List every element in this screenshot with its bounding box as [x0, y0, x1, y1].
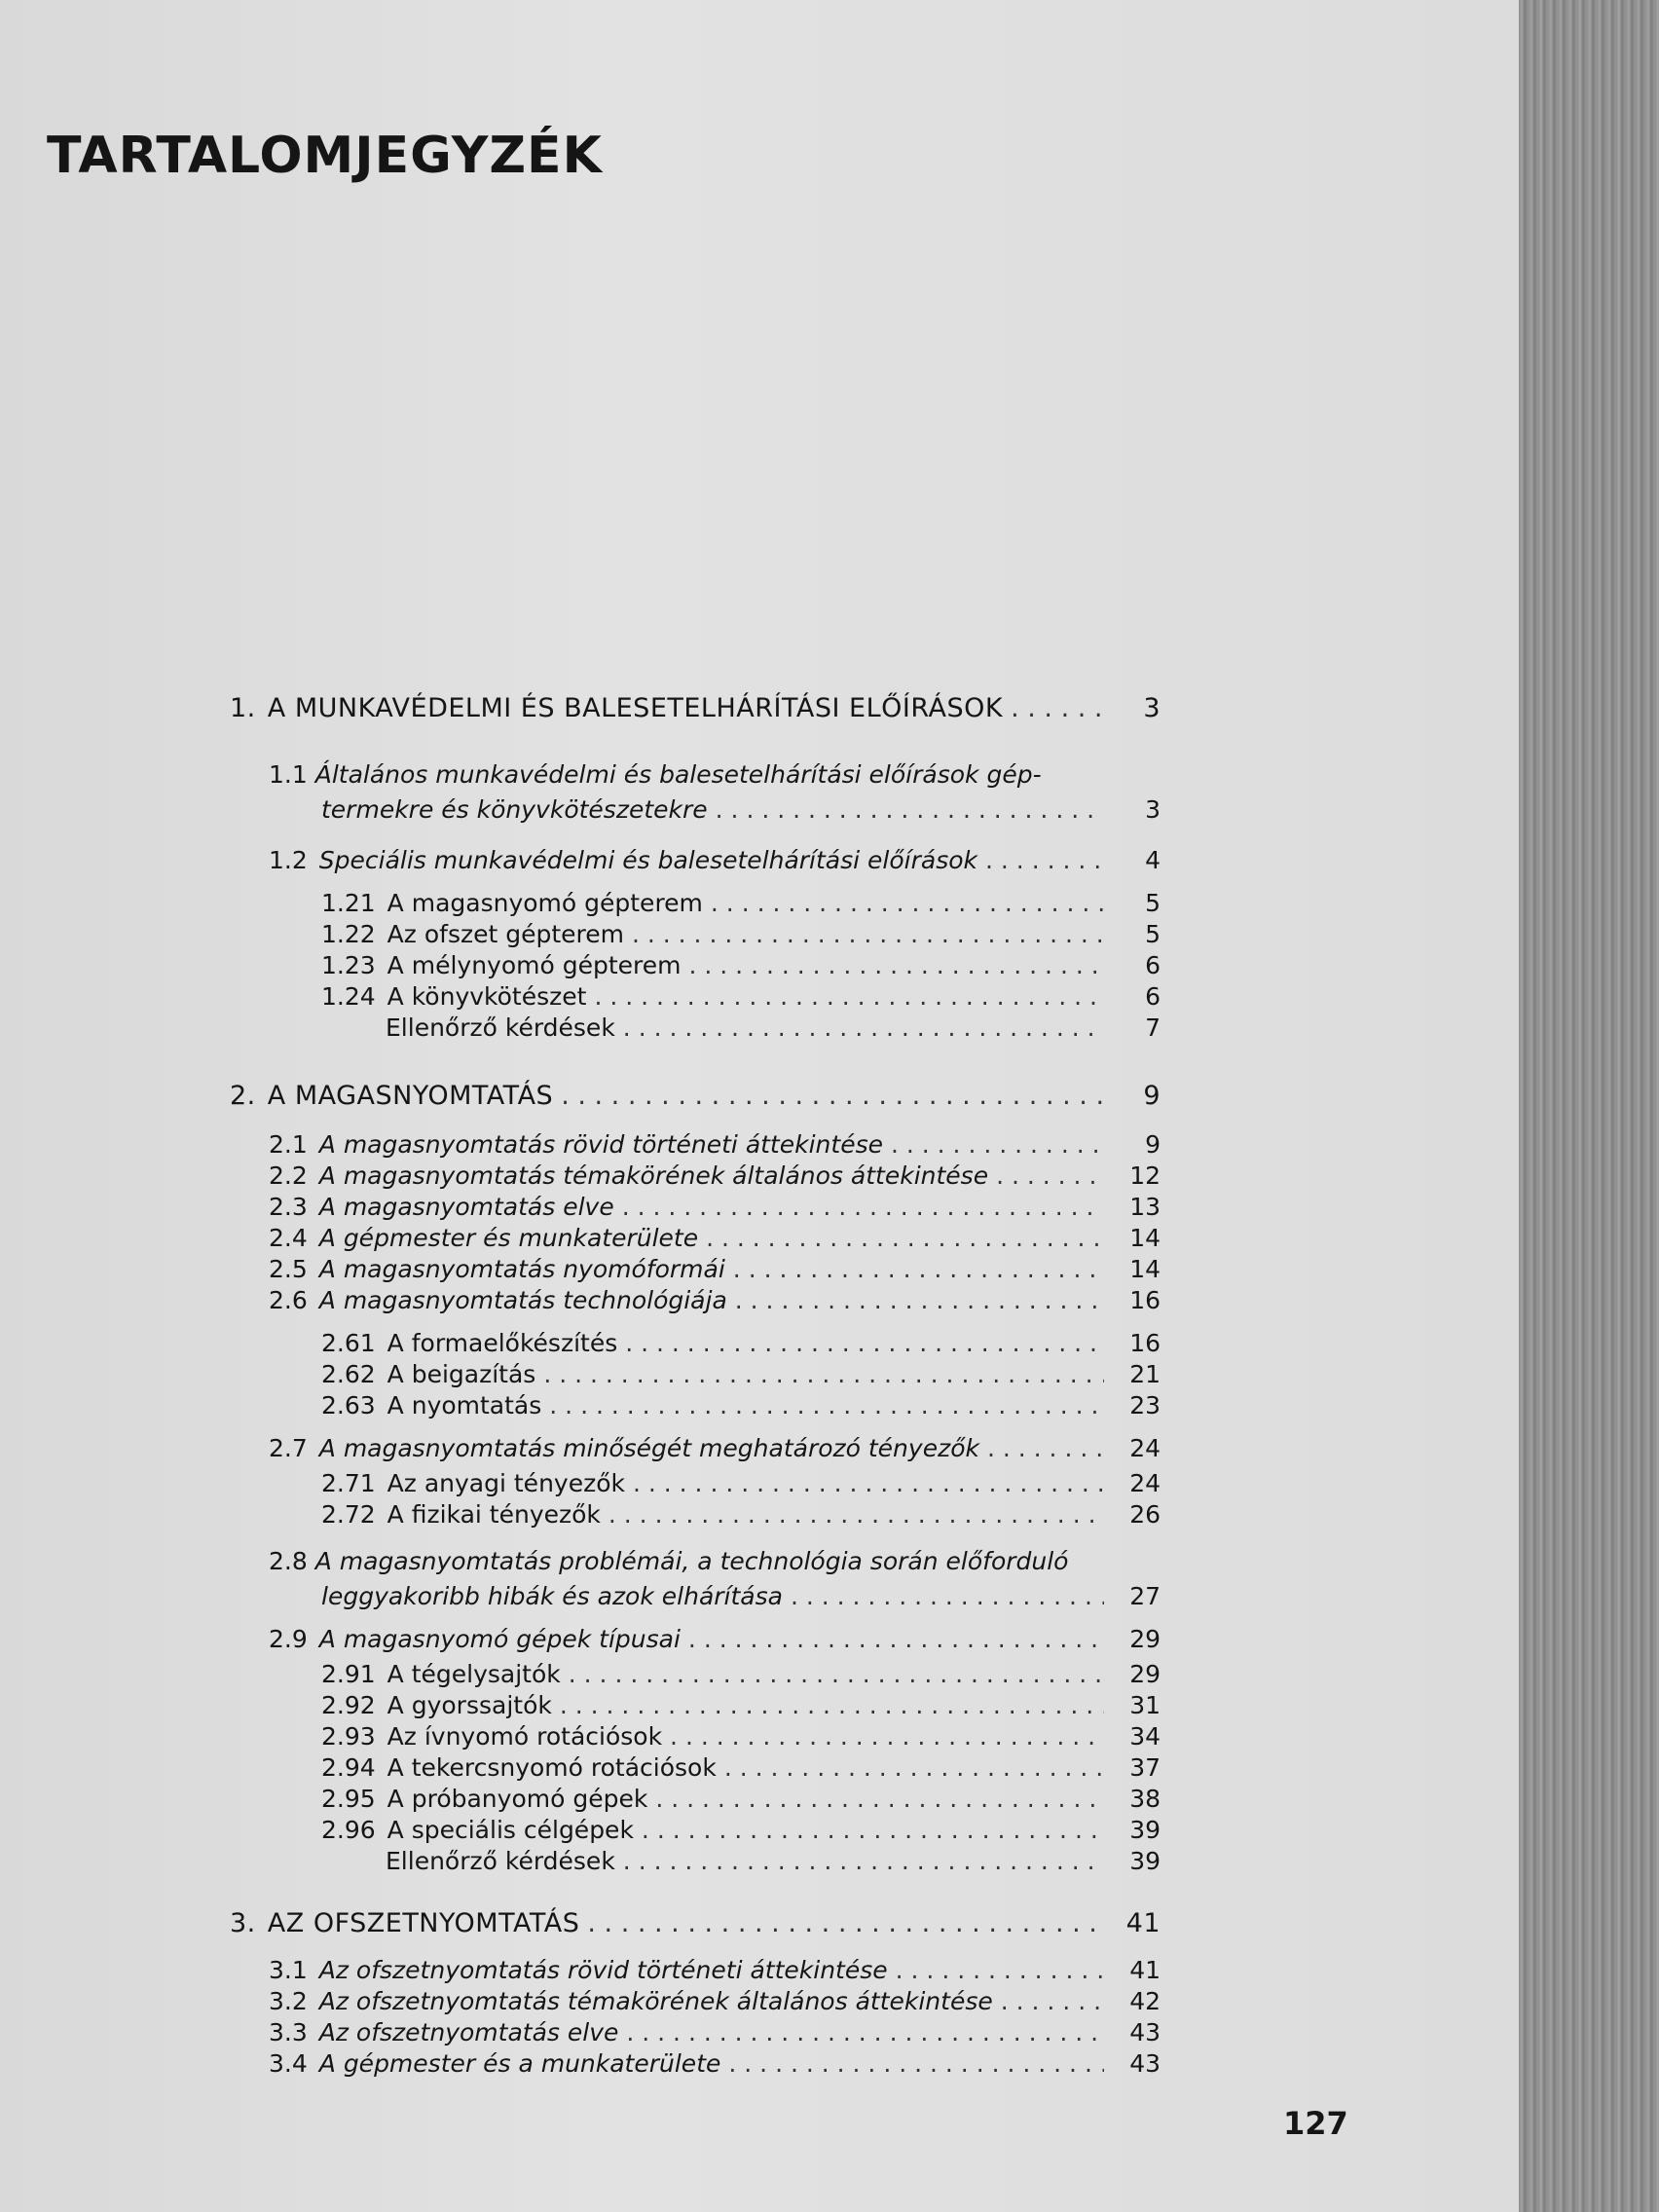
- toc-entry-text: A formaelőkészítés: [387, 1329, 618, 1357]
- leader-dots: [623, 1846, 1104, 1877]
- leader-dots: [561, 1081, 1104, 1112]
- toc-entry-page: 9: [1143, 1081, 1161, 1111]
- leader-dots: [623, 1013, 1104, 1044]
- toc-entry-text: Az ofszetnyomtatás elve: [318, 2018, 619, 2046]
- leader-dots: [724, 1752, 1104, 1784]
- toc-entry-text: A MUNKAVÉDELMI ÉS BALESETELHÁRÍTÁSI ELŐÍRÁSOK: [267, 693, 1004, 723]
- toc-entry-page: 6: [1145, 951, 1161, 979]
- toc-entry-page: 12: [1129, 1161, 1161, 1190]
- toc-entry-text: Az ofszet gépterem: [387, 920, 624, 948]
- toc-entry-number: 2.8: [269, 1547, 315, 1575]
- toc-entry-page: 6: [1145, 982, 1161, 1011]
- toc-entry-number: 3.1: [269, 1956, 308, 1984]
- page-title: TARTALOMJEGYZÉK: [47, 127, 603, 185]
- page-number: 127: [1283, 2105, 1348, 2142]
- toc-entry-number: 2.4: [269, 1224, 308, 1252]
- toc-entry-page: 43: [1129, 2018, 1161, 2046]
- toc-entry-number: 3.: [230, 1908, 256, 1938]
- toc-entry: [386, 1846, 1161, 1877]
- toc-entry-page: 26: [1129, 1500, 1161, 1529]
- toc-entry-number: 2.9: [269, 1625, 308, 1653]
- toc-entry-page: 41: [1125, 1908, 1161, 1938]
- toc-entry-number: 2.62: [321, 1360, 376, 1388]
- toc-entry-text: Az anyagi tényezők: [387, 1469, 625, 1497]
- toc-entry: [321, 888, 1161, 919]
- leader-dots: [996, 1161, 1104, 1192]
- leader-dots: [735, 1285, 1104, 1316]
- toc-entry-page: 3: [1145, 795, 1161, 824]
- toc-entry-number: 1.23: [321, 951, 376, 979]
- toc-entry-text: A speciális célgépek: [387, 1816, 634, 1844]
- toc-entry-number: 1.24: [321, 982, 376, 1011]
- toc-entry-page: 14: [1129, 1224, 1161, 1252]
- toc-entry-page: 43: [1129, 2049, 1161, 2078]
- toc-entry-text: Az ofszetnyomtatás rövid történeti áttekintése: [318, 1956, 888, 1984]
- toc-entry-text: A gépmester és munkaterülete: [318, 1224, 699, 1252]
- toc-entry-number: 2.71: [321, 1469, 376, 1497]
- toc-entry-text: A nyomtatás: [387, 1391, 542, 1419]
- toc-entry: [269, 1129, 1161, 1161]
- toc-entry: [321, 1659, 1161, 1690]
- toc-entry: [269, 2048, 1161, 2080]
- leader-dots: [985, 845, 1104, 876]
- page-edge-shadow: [1519, 0, 1659, 2212]
- toc-entry-page: 39: [1129, 1816, 1161, 1844]
- toc-entry-page: 5: [1145, 920, 1161, 948]
- toc-entry: [269, 845, 1161, 876]
- toc-entry-number: 2.92: [321, 1691, 376, 1719]
- leader-dots: [642, 1815, 1104, 1846]
- toc-entry: [321, 950, 1161, 981]
- toc-entry-text: A gépmester és a munkaterülete: [318, 2049, 721, 2078]
- toc-entry-number: 2.63: [321, 1391, 376, 1419]
- toc-entry: [269, 1285, 1161, 1316]
- toc-entry: [321, 981, 1161, 1013]
- toc-entry-page: 39: [1129, 1847, 1161, 1875]
- toc-entry: [269, 2017, 1161, 2048]
- toc-entry-text: A próbanyomó gépek: [387, 1785, 648, 1813]
- leader-dots: [688, 1624, 1104, 1655]
- toc-entry-page: 27: [1129, 1582, 1161, 1610]
- toc-entry: [230, 693, 1161, 724]
- toc-entry-number: 2.7: [269, 1434, 308, 1462]
- toc-entry-number: 2.5: [269, 1255, 308, 1283]
- toc-entry-text: A könyvkötészet: [387, 982, 587, 1011]
- toc-entry-number: 2.72: [321, 1500, 376, 1529]
- toc-entry-page: 29: [1129, 1660, 1161, 1688]
- leader-dots: [543, 1359, 1104, 1390]
- toc-entry-text: Az ívnyomó rotációsok: [387, 1722, 663, 1751]
- leader-dots: [689, 950, 1105, 981]
- toc-entry: [321, 1390, 1161, 1421]
- leader-dots: [608, 1499, 1104, 1530]
- leader-dots: [711, 888, 1104, 919]
- toc-entry-text: A magasnyomtatás elve: [318, 1193, 614, 1221]
- toc-entry: [321, 1721, 1161, 1752]
- toc-entry-page: 29: [1129, 1625, 1161, 1653]
- toc-entry-number: 1.21: [321, 889, 376, 917]
- toc-entry-number: 1.: [230, 693, 256, 723]
- toc-entry: [269, 1433, 1161, 1464]
- leader-dots: [728, 2048, 1104, 2080]
- toc-entry-number: 2.94: [321, 1753, 376, 1782]
- toc-entry-number: 2.61: [321, 1329, 376, 1357]
- toc-entry-page: 37: [1129, 1753, 1161, 1782]
- toc-entry: [321, 1815, 1161, 1846]
- toc-entry-page: 42: [1129, 1987, 1161, 2015]
- toc-entry-text: Ellenőrző kérdések: [386, 1847, 615, 1875]
- toc-entry: [321, 1581, 1161, 1612]
- leader-dots: [896, 1955, 1104, 1986]
- toc-entry-number: 2.96: [321, 1816, 376, 1844]
- toc-entry-text: A magasnyomtatás témakörének általános áttekintése: [318, 1161, 989, 1190]
- toc-entry-number: 3.2: [269, 1987, 308, 2015]
- toc-entry: [386, 1013, 1161, 1044]
- toc-entry-text: A gyorssajtók: [387, 1691, 552, 1719]
- toc-entry-page: 24: [1129, 1434, 1161, 1462]
- leader-dots: [987, 1433, 1104, 1464]
- toc-entry-text: A mélynyomó gépterem: [387, 951, 682, 979]
- leader-dots: [670, 1721, 1104, 1752]
- leader-dots: [587, 1908, 1104, 1939]
- toc-entry-number: 1.22: [321, 920, 376, 948]
- leader-dots: [626, 2017, 1104, 2048]
- toc-entry: [269, 1192, 1161, 1223]
- toc-entry-text: Az ofszetnyomtatás témakörének általános áttekintése: [318, 1987, 993, 2015]
- toc-entry-page: 23: [1129, 1391, 1161, 1419]
- toc-entry-page: 41: [1129, 1956, 1161, 1984]
- leader-dots: [791, 1581, 1104, 1612]
- toc-entry-text: A magasnyomó gépek típusai: [318, 1625, 681, 1653]
- toc-entry-page: 31: [1129, 1691, 1161, 1719]
- toc-entry: [321, 1468, 1161, 1499]
- toc-entry: [321, 1752, 1161, 1784]
- toc-entry: [321, 1499, 1161, 1530]
- toc-entry: [269, 1955, 1161, 1986]
- toc-entry-text: A magasnyomtatás nyomóformái: [318, 1255, 725, 1283]
- leader-dots: [569, 1659, 1104, 1690]
- toc-entry-text: A magasnyomtatás minőségét meghatározó tényezők: [318, 1434, 979, 1462]
- toc-entry-number: 1.1: [269, 760, 315, 789]
- toc-entry-text: AZ OFSZETNYOMTATÁS: [267, 1908, 580, 1938]
- toc-entry-number: 2.91: [321, 1660, 376, 1688]
- toc-entry-text: A fizikai tényezők: [387, 1500, 601, 1529]
- toc-entry-text: A magasnyomtatás technológiája: [318, 1286, 727, 1314]
- toc-entry-title: [269, 759, 1042, 791]
- toc-entry: [269, 1624, 1161, 1655]
- toc-entry-text: A beigazítás: [387, 1360, 536, 1388]
- toc-entry-page: 21: [1129, 1360, 1161, 1388]
- toc-entry-page: 34: [1129, 1722, 1161, 1751]
- toc-entry-text-continued: leggyakoribb hibák és azok elhárítása: [321, 1582, 783, 1610]
- leader-dots: [622, 1192, 1104, 1223]
- leader-dots: [633, 1468, 1104, 1499]
- toc-entry-page: 16: [1129, 1329, 1161, 1357]
- leader-dots: [733, 1254, 1104, 1285]
- leader-dots: [632, 919, 1104, 950]
- leader-dots: [594, 981, 1104, 1013]
- toc-entry-text: A MAGASNYOMTATÁS: [267, 1081, 554, 1111]
- toc-entry: [230, 1908, 1161, 1939]
- leader-dots: [560, 1690, 1104, 1721]
- toc-entry: [321, 1359, 1161, 1390]
- leader-dots: [1011, 693, 1104, 724]
- toc-entry: [269, 1986, 1161, 2017]
- leader-dots: [706, 1223, 1104, 1254]
- toc-entry-text: A magasnyomtatás problémái, a technológia során előforduló: [314, 1547, 1069, 1575]
- toc-entry-text: Ellenőrző kérdések: [386, 1014, 615, 1042]
- toc-entry-page: 38: [1129, 1785, 1161, 1813]
- leader-dots: [625, 1328, 1104, 1359]
- toc-entry-text: A tégelysajtók: [387, 1660, 561, 1688]
- toc-entry-page: 4: [1145, 846, 1161, 874]
- leader-dots: [549, 1390, 1104, 1421]
- toc-entry: [321, 1690, 1161, 1721]
- toc-entry-number: 3.4: [269, 2049, 308, 2078]
- toc-entry: [269, 1254, 1161, 1285]
- toc-entry-number: 2.93: [321, 1722, 376, 1751]
- toc-entry-text: Speciális munkavédelmi és balesetelhárítási előírások: [318, 846, 978, 874]
- toc-entry: [269, 1223, 1161, 1254]
- toc-entry-page: 13: [1129, 1193, 1161, 1221]
- toc-entry-page: 14: [1129, 1255, 1161, 1283]
- toc-entry: [230, 1081, 1161, 1112]
- leader-dots: [655, 1784, 1104, 1815]
- toc-entry-number: 2.3: [269, 1193, 308, 1221]
- toc-entry-number: 2.: [230, 1081, 256, 1111]
- toc-entry: [321, 794, 1161, 826]
- toc-entry-number: 2.6: [269, 1286, 308, 1314]
- toc-entry-text: Általános munkavédelmi és balesetelhárítási előírások gép-: [314, 760, 1042, 789]
- toc-entry-page: 24: [1129, 1469, 1161, 1497]
- toc-entry-page: 5: [1145, 889, 1161, 917]
- toc-entry-text: A magasnyomó gépterem: [387, 889, 703, 917]
- toc-entry-number: 2.95: [321, 1785, 376, 1813]
- toc-entry: [321, 1328, 1161, 1359]
- toc-entry-title: [269, 1546, 1068, 1577]
- toc-entry-page: 3: [1143, 693, 1161, 723]
- toc-entry: [269, 1161, 1161, 1192]
- toc-entry: [321, 1784, 1161, 1815]
- toc-entry-text: A magasnyomtatás rövid történeti áttekintése: [318, 1130, 883, 1159]
- toc-entry-number: 2.1: [269, 1130, 308, 1159]
- leader-dots: [891, 1129, 1104, 1161]
- leader-dots: [1001, 1986, 1104, 2017]
- toc-entry-page: 9: [1145, 1130, 1161, 1159]
- toc-entry-page: 16: [1129, 1286, 1161, 1314]
- toc-entry-page: 7: [1145, 1014, 1161, 1042]
- leader-dots: [716, 794, 1104, 826]
- toc-entry-number: 1.2: [269, 846, 308, 874]
- toc-entry-number: 3.3: [269, 2018, 308, 2046]
- toc-entry: [321, 919, 1161, 950]
- toc-entry-text: A tekercsnyomó rotációsok: [387, 1753, 717, 1782]
- toc-entry-text-continued: termekre és könyvkötészetekre: [321, 795, 708, 824]
- toc-entry-number: 2.2: [269, 1161, 308, 1190]
